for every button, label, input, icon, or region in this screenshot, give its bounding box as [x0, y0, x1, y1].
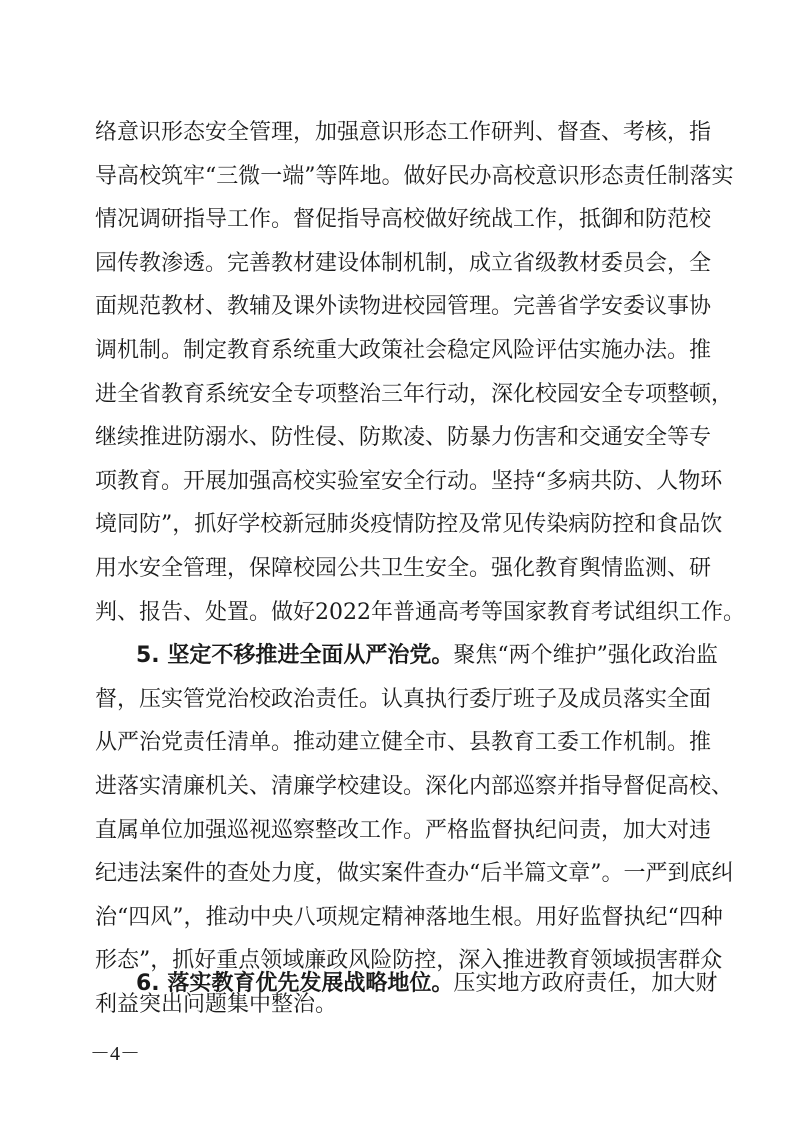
body-line: 导高校筑牢“三微一端”等阵地。做好民办高校意识形态责任制落实 — [95, 164, 734, 189]
body-line: 园传教渗透。完善教材建设体制机制，成立省级教材委员会，全 — [95, 251, 712, 276]
body-line: 形态”，抓好重点领域廉政风险防控，深入推进教育领域损害群众 — [95, 948, 723, 973]
section-6-first-line — [136, 969, 718, 999]
body-line: 从严治党责任清单。推动建立健全市、县教育工委工作机制。推 — [95, 730, 712, 755]
section-6-heading: 6. 落实教育优先发展战略地位。 — [136, 971, 454, 996]
body-line: 情况调研指导工作。督促指导高校做好统战工作，抵御和防范校 — [95, 207, 712, 232]
body-line: 纪违法案件的查处力度，做实案件查办“后半篇文章”。一严到底纠 — [95, 861, 734, 886]
page-number: －4－ — [90, 1043, 140, 1065]
body-line: 判、报告、处置。做好2022年普通高考等国家教育考试组织工作。 — [95, 600, 745, 625]
body-line: 面规范教材、教辅及课外读物进校园管理。完善省学安委议事协 — [95, 294, 712, 319]
body-line: 直属单位加强巡视巡察整改工作。严格监督执纪问责，加大对违 — [95, 818, 712, 843]
section-5-first-line — [136, 641, 718, 671]
section-5-text: 聚焦“两个维护”强化政治监 — [453, 643, 718, 668]
body-line: 境同防”，抓好学校新冠肺炎疫情防控及常见传染病防控和食品饮 — [95, 512, 723, 537]
body-line: 督，压实管党治校政治责任。认真执行委厅班子及成员落实全面 — [95, 687, 712, 712]
body-line: 进全省教育系统安全专项整治三年行动，深化校园安全专项整顿， — [95, 382, 734, 407]
body-line: 络意识形态安全管理，加强意识形态工作研判、督查、考核，指 — [95, 120, 712, 145]
body-line: 治“四风”，推动中央八项规定精神落地生根。用好监督执纪“四种 — [95, 905, 723, 930]
section-6-text: 压实地方政府责任，加大财 — [453, 971, 718, 996]
body-line: 项教育。开展加强高校实验室安全行动。坚持“多病共防、人物环 — [95, 469, 723, 494]
body-line: 用水安全管理，保障校园公共卫生安全。强化教育舆情监测、研 — [95, 556, 712, 581]
body-line: 继续推进防溺水、防性侵、防欺凌、防暴力伤害和交通安全等专 — [95, 425, 712, 450]
body-line: 利益突出问题集中整治。 — [95, 992, 338, 1017]
section-5-heading: 5. 坚定不移推进全面从严治党。 — [136, 643, 454, 668]
body-line: 进落实清廉机关、清廉学校建设。深化内部巡察并指导督促高校、 — [95, 774, 734, 799]
body-line: 调机制。制定教育系统重大政策社会稳定风险评估实施办法。推 — [95, 338, 712, 363]
